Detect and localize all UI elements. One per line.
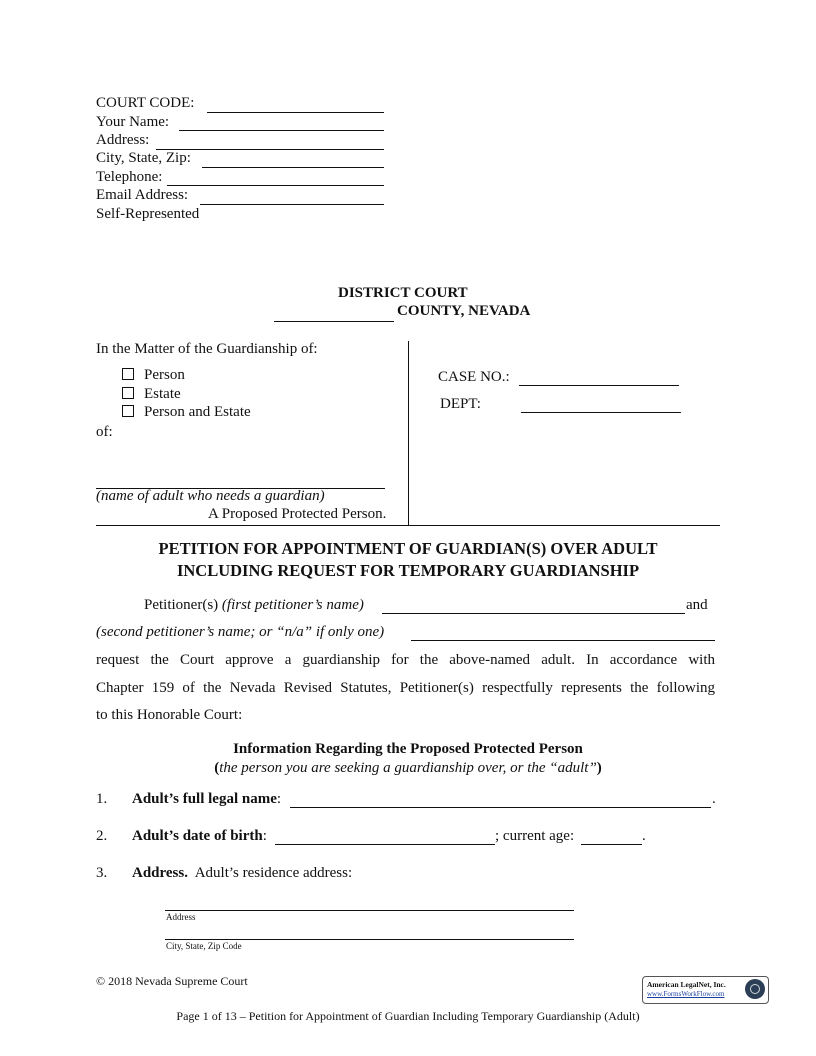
county-nevada-heading: COUNTY, NEVADA xyxy=(397,303,531,319)
date-of-birth-field[interactable] xyxy=(275,844,495,845)
checkbox-person-and-estate-label: Person and Estate xyxy=(144,404,251,420)
legalnet-logo xyxy=(642,976,769,1004)
item3-description: Adult’s residence address: xyxy=(194,865,353,881)
district-court-heading: DISTRICT COURT xyxy=(338,285,468,301)
item1-period: . xyxy=(712,791,716,807)
petition-title-line1: PETITION FOR APPOINTMENT OF GUARDIAN(S) OVER ADULT xyxy=(158,539,658,558)
self-represented-label: Self-Represented xyxy=(96,206,200,222)
current-age-label: ; current age: xyxy=(495,828,575,844)
adult-full-name-field[interactable] xyxy=(290,807,711,808)
item2-colon: : xyxy=(262,828,267,844)
dept-field[interactable] xyxy=(521,412,681,413)
globe-icon xyxy=(745,979,765,999)
current-age-field[interactable] xyxy=(581,844,642,845)
telephone-field[interactable] xyxy=(167,185,384,186)
first-petitioner-hint: (first petitioner’s name) xyxy=(221,597,364,613)
item3-label: Address. xyxy=(132,865,188,881)
item2-label: Adult’s date of birth xyxy=(132,828,263,844)
subheading-text: the person you are seeking a guardianship over, or the “adult” xyxy=(219,760,597,776)
city-caption: City, State, Zip Code xyxy=(166,941,242,951)
court-code-label: COURT CODE: xyxy=(96,95,195,111)
checkbox-person[interactable] xyxy=(122,367,185,384)
proposed-protected-label: A Proposed Protected Person. xyxy=(208,506,387,522)
of-label: of: xyxy=(96,424,113,440)
address-label: Address: xyxy=(96,132,150,148)
page-footer: Page 1 of 13 – Petition for Appointment of Guardian Including Temporary Guardianship (Adult) xyxy=(176,1009,640,1023)
checkbox-person-label: Person xyxy=(144,367,185,383)
checkbox-icon xyxy=(122,405,134,417)
dept-label: DEPT: xyxy=(440,396,481,412)
case-no-label: CASE NO.: xyxy=(438,369,510,385)
case-no-field[interactable] xyxy=(519,385,679,386)
item1-text xyxy=(132,791,281,808)
subheading-open-paren: ( xyxy=(214,760,220,776)
logo-company-name: American LegalNet, Inc. xyxy=(647,980,726,989)
court-code-field[interactable] xyxy=(207,112,384,113)
telephone-label: Telephone: xyxy=(96,169,163,185)
residence-address-field[interactable] xyxy=(165,910,574,911)
checkbox-estate[interactable] xyxy=(122,386,181,403)
petition-title-line2: INCLUDING REQUEST FOR TEMPORARY GUARDIANSHIP xyxy=(176,561,640,580)
item2-text xyxy=(132,828,267,845)
intro-line4: Chapter 159 of the Nevada Revised Statutes, Petitioner(s) respectfully represents the following xyxy=(96,680,715,696)
email-label: Email Address: xyxy=(96,187,189,203)
checkbox-icon xyxy=(122,387,134,399)
checkbox-estate-label: Estate xyxy=(144,386,181,402)
checkbox-icon xyxy=(122,368,134,380)
caption-divider xyxy=(408,341,409,525)
email-field[interactable] xyxy=(200,204,384,205)
adult-name-hint: (name of adult who needs a guardian) xyxy=(96,488,325,504)
your-name-field[interactable] xyxy=(179,130,384,131)
checkbox-person-and-estate[interactable] xyxy=(122,404,251,421)
item3-text xyxy=(132,865,352,882)
section-heading: Information Regarding the Proposed Protected Person xyxy=(233,741,583,757)
caption-bottom-rule xyxy=(96,525,720,526)
item1-colon: : xyxy=(276,791,282,807)
intro-line5: to this Honorable Court: xyxy=(96,707,243,723)
second-petitioner-hint: (second petitioner’s name; or “n/a” if only one) xyxy=(96,624,385,640)
copyright-notice: © 2018 Nevada Supreme Court xyxy=(96,974,248,988)
intro-line3: request the Court approve a guardianship for the above-named adult. In accordance with xyxy=(96,652,715,668)
residence-city-field[interactable] xyxy=(165,939,574,940)
logo-url[interactable]: www.FormsWorkFlow.com xyxy=(647,990,725,998)
matter-of-label: In the Matter of the Guardianship of: xyxy=(96,341,318,357)
petitioners-label: Petitioner(s) xyxy=(144,597,219,613)
address-caption: Address xyxy=(166,912,196,922)
second-petitioner-field[interactable] xyxy=(411,640,715,641)
petitioners-line xyxy=(144,597,364,614)
section-subheading xyxy=(96,760,720,777)
and-label: and xyxy=(686,597,708,613)
first-petitioner-field[interactable] xyxy=(382,613,685,614)
city-state-zip-label: City, State, Zip: xyxy=(96,150,191,166)
item2-number: 2. xyxy=(96,828,108,844)
county-field[interactable] xyxy=(274,321,394,322)
item2-period: . xyxy=(642,828,646,844)
your-name-label: Your Name: xyxy=(96,114,170,130)
item1-label: Adult’s full legal name xyxy=(132,791,277,807)
item3-number: 3. xyxy=(96,865,108,881)
item1-number: 1. xyxy=(96,791,108,807)
city-state-zip-field[interactable] xyxy=(202,167,384,168)
subheading-close-paren: ) xyxy=(596,760,602,776)
